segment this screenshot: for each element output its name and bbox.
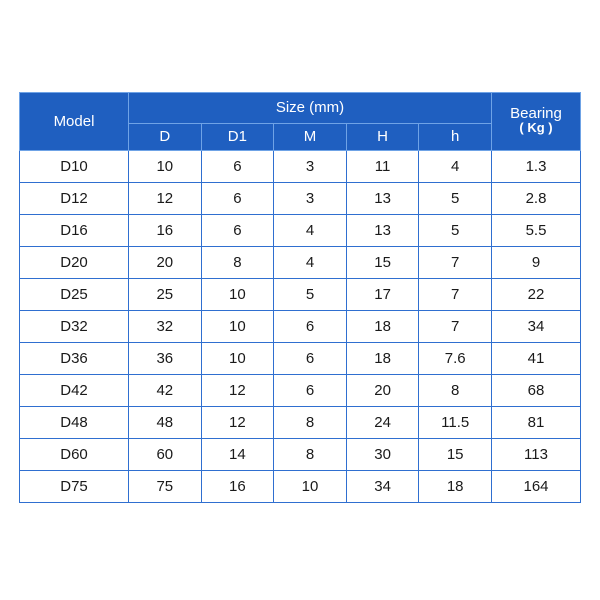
header-bearing-label: Bearing bbox=[510, 104, 562, 122]
cell-h-lower: 18 bbox=[419, 470, 492, 502]
cell-model: D25 bbox=[20, 278, 129, 310]
table-row bbox=[20, 438, 581, 470]
cell-h-upper: 20 bbox=[346, 374, 419, 406]
cell-d1: 12 bbox=[201, 374, 274, 406]
cell-bearing: 81 bbox=[492, 406, 581, 438]
cell-h-lower: 8 bbox=[419, 374, 492, 406]
cell-d1: 10 bbox=[201, 278, 274, 310]
cell-h-lower: 15 bbox=[419, 438, 492, 470]
cell-d1: 16 bbox=[201, 470, 274, 502]
cell-m: 10 bbox=[274, 470, 347, 502]
cell-h-upper: 24 bbox=[346, 406, 419, 438]
cell-bearing: 22 bbox=[492, 278, 581, 310]
cell-model: D10 bbox=[20, 150, 129, 182]
cell-d: 36 bbox=[129, 342, 202, 374]
cell-bearing: 5.5 bbox=[492, 214, 581, 246]
cell-h-lower: 5 bbox=[419, 182, 492, 214]
cell-m: 8 bbox=[274, 438, 347, 470]
cell-model: D12 bbox=[20, 182, 129, 214]
header-size-group: Size (mm) bbox=[129, 92, 492, 123]
header-h-upper: H bbox=[346, 123, 419, 150]
cell-h-upper: 13 bbox=[346, 214, 419, 246]
header-bearing-unit: ( Kg ) bbox=[519, 120, 553, 136]
cell-model: D36 bbox=[20, 342, 129, 374]
cell-m: 3 bbox=[274, 182, 347, 214]
cell-d1: 14 bbox=[201, 438, 274, 470]
cell-m: 6 bbox=[274, 310, 347, 342]
cell-d1: 12 bbox=[201, 406, 274, 438]
table-row bbox=[20, 214, 581, 246]
cell-h-upper: 17 bbox=[346, 278, 419, 310]
table-header bbox=[20, 92, 581, 150]
table-row bbox=[20, 342, 581, 374]
cell-d: 25 bbox=[129, 278, 202, 310]
cell-d: 48 bbox=[129, 406, 202, 438]
cell-d: 60 bbox=[129, 438, 202, 470]
cell-d: 42 bbox=[129, 374, 202, 406]
cell-d: 16 bbox=[129, 214, 202, 246]
cell-bearing: 9 bbox=[492, 246, 581, 278]
cell-m: 6 bbox=[274, 374, 347, 406]
cell-d1: 6 bbox=[201, 214, 274, 246]
header-m: M bbox=[274, 123, 347, 150]
cell-h-upper: 15 bbox=[346, 246, 419, 278]
cell-bearing: 1.3 bbox=[492, 150, 581, 182]
cell-model: D42 bbox=[20, 374, 129, 406]
cell-h-lower: 4 bbox=[419, 150, 492, 182]
cell-bearing: 164 bbox=[492, 470, 581, 502]
cell-h-lower: 11.5 bbox=[419, 406, 492, 438]
cell-d1: 6 bbox=[201, 182, 274, 214]
cell-d: 20 bbox=[129, 246, 202, 278]
cell-model: D32 bbox=[20, 310, 129, 342]
cell-h-lower: 7 bbox=[419, 278, 492, 310]
cell-d1: 6 bbox=[201, 150, 274, 182]
cell-h-upper: 18 bbox=[346, 342, 419, 374]
cell-bearing: 68 bbox=[492, 374, 581, 406]
cell-model: D20 bbox=[20, 246, 129, 278]
table-row bbox=[20, 470, 581, 502]
cell-model: D75 bbox=[20, 470, 129, 502]
table-row bbox=[20, 406, 581, 438]
header-h-lower: h bbox=[419, 123, 492, 150]
cell-m: 5 bbox=[274, 278, 347, 310]
header-model: Model bbox=[20, 92, 129, 150]
cell-d1: 10 bbox=[201, 342, 274, 374]
cell-d: 10 bbox=[129, 150, 202, 182]
cell-m: 8 bbox=[274, 406, 347, 438]
spec-table-wrapper bbox=[19, 92, 581, 503]
cell-h-lower: 7 bbox=[419, 246, 492, 278]
header-bearing bbox=[492, 92, 581, 150]
cell-bearing: 34 bbox=[492, 310, 581, 342]
table-row bbox=[20, 278, 581, 310]
cell-bearing: 2.8 bbox=[492, 182, 581, 214]
table-row bbox=[20, 150, 581, 182]
cell-m: 3 bbox=[274, 150, 347, 182]
cell-d: 75 bbox=[129, 470, 202, 502]
cell-m: 4 bbox=[274, 214, 347, 246]
specification-table bbox=[19, 92, 581, 503]
cell-m: 6 bbox=[274, 342, 347, 374]
cell-h-upper: 13 bbox=[346, 182, 419, 214]
cell-bearing: 41 bbox=[492, 342, 581, 374]
table-row bbox=[20, 310, 581, 342]
table-row bbox=[20, 246, 581, 278]
cell-d: 32 bbox=[129, 310, 202, 342]
table-row bbox=[20, 182, 581, 214]
cell-h-lower: 5 bbox=[419, 214, 492, 246]
cell-h-upper: 34 bbox=[346, 470, 419, 502]
cell-h-upper: 30 bbox=[346, 438, 419, 470]
header-d1: D1 bbox=[201, 123, 274, 150]
cell-d1: 8 bbox=[201, 246, 274, 278]
cell-h-lower: 7 bbox=[419, 310, 492, 342]
table-row bbox=[20, 374, 581, 406]
cell-m: 4 bbox=[274, 246, 347, 278]
cell-h-upper: 18 bbox=[346, 310, 419, 342]
cell-bearing: 113 bbox=[492, 438, 581, 470]
cell-model: D60 bbox=[20, 438, 129, 470]
cell-d: 12 bbox=[129, 182, 202, 214]
header-row-top bbox=[20, 92, 581, 123]
table-body bbox=[20, 150, 581, 502]
cell-d1: 10 bbox=[201, 310, 274, 342]
cell-model: D16 bbox=[20, 214, 129, 246]
cell-h-upper: 11 bbox=[346, 150, 419, 182]
header-d: D bbox=[129, 123, 202, 150]
cell-model: D48 bbox=[20, 406, 129, 438]
cell-h-lower: 7.6 bbox=[419, 342, 492, 374]
